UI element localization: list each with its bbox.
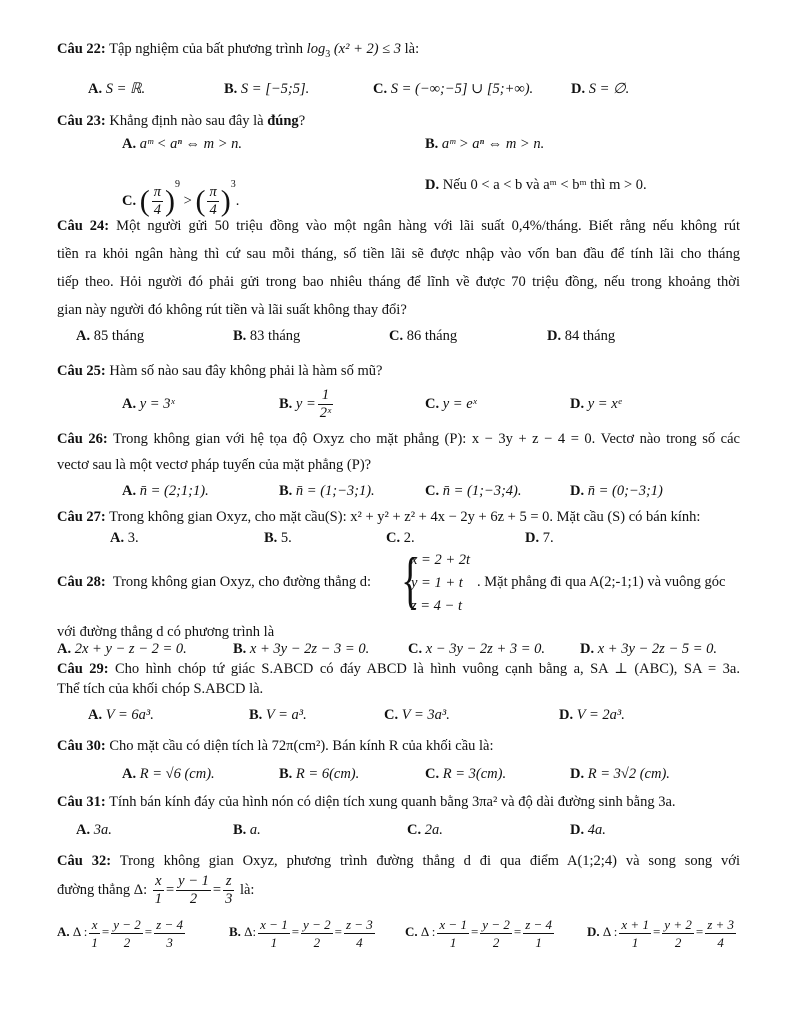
option-letter: C. (389, 328, 404, 344)
system-brace: { (401, 544, 420, 615)
fraction: $\frac{y + 2}{2}$ (664, 916, 692, 950)
option-letter: A. (110, 530, 125, 546)
option-c[interactable] (384, 706, 450, 724)
question-line: Một người gửi 50 triệu đồng vào một ngân hàng với lãi suất 0,4%/tháng. Biết rằng nếu không rút (116, 218, 740, 234)
question-22 (57, 40, 419, 64)
option-b[interactable] (279, 765, 359, 783)
option-letter: C. (425, 766, 440, 782)
option-a[interactable] (122, 482, 209, 500)
question-label: Câu 26: (57, 431, 108, 447)
question-text: Trong không gian Oxyz, cho đường thẳng d: (112, 574, 372, 590)
question-25 (57, 362, 382, 380)
option-text: 4a. (587, 822, 606, 838)
option-text: n̄ = (2;1;1). (139, 483, 209, 499)
option-letter: B. (229, 924, 241, 939)
option-text: R = √6 (cm). (139, 766, 215, 782)
fraction: $\frac{y - 1}{2}$ (178, 873, 209, 908)
question-label: Câu 31: (57, 794, 106, 810)
question-23 (57, 112, 305, 130)
fraction: $\frac{x - 1}{1}$ (439, 916, 467, 950)
option-text: 2x + y − z − 2 = 0. (74, 641, 187, 657)
system-line: z = 4 − t (411, 598, 462, 614)
option-text: R = 3(cm). (442, 766, 507, 782)
question-27 (57, 508, 700, 526)
question-line: gian này người đó không rút tiền và lãi suất không thay đổi? (57, 302, 407, 318)
log-symbol: log (306, 41, 326, 57)
option-a[interactable] (88, 706, 154, 724)
fraction: $\frac{1}{\text{2ˣ}}$ (319, 387, 332, 422)
question-line: vectơ sau là một vectơ pháp tuyến của mặt phẳng (P)? (57, 457, 372, 473)
option-a[interactable] (76, 327, 144, 345)
option-b[interactable] (233, 640, 369, 658)
option-text: 3. (127, 530, 139, 546)
option-text: S = (−∞;−5] ∪ [5;+∞). (390, 81, 534, 97)
option-letter: B. (279, 396, 293, 412)
fraction: $\frac{x + 1}{1}$ (621, 916, 649, 950)
question-line: với đường thẳng d có phương trình là (57, 624, 275, 640)
question-26 (57, 430, 740, 448)
question-29 (57, 660, 740, 678)
option-text: 86 tháng (406, 328, 458, 344)
option-b[interactable] (279, 482, 375, 500)
option-b[interactable] (264, 529, 292, 547)
option-letter: A. (88, 707, 103, 723)
option-text: 2a. (424, 822, 443, 838)
option-b[interactable] (233, 821, 261, 839)
option-text: x + 3y − 2z − 5 = 0. (597, 641, 718, 657)
option-letter: B. (264, 530, 278, 546)
fraction: $\frac{\pi}{4}$ (153, 184, 161, 219)
fraction: $\frac{x}{1}$ (154, 873, 162, 908)
question-label: Câu 30: (57, 738, 106, 754)
question-24 (57, 217, 740, 235)
question-32 (57, 852, 740, 870)
option-d[interactable] (425, 176, 647, 194)
option-d[interactable] (547, 327, 615, 345)
option-text: 5. (280, 530, 292, 546)
option-letter: C. (122, 193, 137, 209)
question-text: Trong không gian Oxyz, cho mặt cầu(S): x² + y² + z² + 4x − 2y + 6z + 5 = 0. Mặt cầu (S) có bán kính: (109, 509, 701, 525)
option-a[interactable] (122, 765, 215, 783)
system-line: y = 1 + t (411, 575, 463, 591)
option-letter: B. (279, 483, 293, 499)
option-text: y = 3ˣ (139, 396, 175, 412)
option-a[interactable]: A. Δ : $\frac{x}{1}$ = $\frac{y - 2}{2}$ = $\frac{z - 4}{3}$ (57, 916, 183, 950)
option-letter: C. (386, 530, 401, 546)
option-d[interactable] (571, 80, 629, 98)
option-a[interactable] (122, 135, 242, 153)
option-d[interactable]: D. Δ : $\frac{x + 1}{1}$ = $\frac{y + 2}{2}$ = $\frac{z + 3}{4}$ (587, 916, 735, 950)
question-line: Thể tích của khối chóp S.ABCD là. (57, 681, 264, 697)
option-text: 7. (542, 530, 554, 546)
option-c[interactable] (425, 482, 522, 500)
option-c[interactable] (407, 821, 443, 839)
option-letter: B. (233, 328, 247, 344)
fraction: $\frac{z - 4}{3}$ (156, 916, 183, 950)
option-letter: A. (76, 328, 91, 344)
question-label: Câu 32: (57, 853, 112, 869)
option-text: y = xᵉ (587, 396, 622, 412)
question-tail: . Mặt phẳng đi qua A(2;-1;1) và vuông góc (477, 574, 726, 590)
question-tail: ? (298, 113, 306, 129)
option-letter: C. (373, 81, 388, 97)
question-line: Trong không gian với hệ tọa độ Oxyz cho mặt phẳng (P): x − 3y + z − 4 = 0. Vectơ nào trong số các (112, 431, 740, 447)
option-text: aᵐ > aⁿ ⇔ m > n. (441, 136, 545, 152)
option-letter: A. (122, 396, 137, 412)
option-text: V = 6a³. (105, 707, 154, 723)
option-text: 84 tháng (564, 328, 616, 344)
question-label: Câu 29: (57, 661, 109, 677)
option-letter: C. (425, 396, 440, 412)
fraction: $\frac{x - 1}{1}$ (260, 916, 288, 950)
option-letter: A. (122, 136, 137, 152)
option-text: V = 2a³. (576, 707, 625, 723)
option-b[interactable] (249, 706, 307, 724)
option-letter: C. (407, 822, 422, 838)
fraction: $\frac{z - 4}{1}$ (525, 916, 553, 950)
fraction: $\frac{y - 2}{2}$ (303, 916, 331, 950)
question-30 (57, 737, 494, 755)
question-28 (57, 573, 371, 591)
fraction: $\frac{x}{1}$ (91, 916, 98, 950)
question-line: tiếp theo. Hỏi người đó phải gửi trong bao nhiêu tháng để lĩnh về được 70 triệu đồng, nếu trong khoảng thời (57, 274, 740, 290)
option-text: V = a³. (265, 707, 307, 723)
option-a[interactable] (110, 529, 139, 547)
fraction: $\frac{y - 2}{2}$ (482, 916, 510, 950)
option-d[interactable] (570, 821, 606, 839)
question-text: Khẳng định nào sau đây là (109, 113, 264, 129)
log-argument: (x² + 2) ≤ 3 (333, 41, 402, 57)
option-text: V = 3a³. (401, 707, 450, 723)
question-text: Hàm số nào sau đây không phải là hàm số mũ? (109, 363, 383, 379)
option-letter: D. (570, 483, 585, 499)
option-letter: B. (224, 81, 238, 97)
option-c[interactable] (373, 80, 533, 98)
question-text: Tập nghiệm của bất phương trình (109, 41, 304, 57)
option-letter: D. (525, 530, 540, 546)
option-text: 83 tháng (249, 328, 301, 344)
option-text: Nếu 0 < a < b và aᵐ < bᵐ thì m > 0. (442, 177, 647, 193)
question-label: Câu 27: (57, 509, 106, 525)
fraction: $\frac{z}{3}$ (225, 873, 233, 908)
option-b[interactable] (233, 327, 300, 345)
system-line: x = 2 + 2t (411, 552, 471, 568)
log-base: 3 (325, 48, 331, 60)
option-c[interactable] (408, 640, 545, 658)
question-line: Cho hình chóp tứ giác S.ABCD có đáy ABCD là hình vuông cạnh bằng a, SA ⊥ (ABC), SA = 3a. (115, 661, 740, 677)
question-text: Cho mặt cầu có diện tích là 72π(cm²). Bán kính R của khối cầu là: (109, 738, 494, 754)
option-c[interactable] (425, 765, 506, 783)
fraction: $\frac{z + 3}{4}$ (707, 916, 735, 950)
option-letter: A. (57, 641, 72, 657)
option-c[interactable] (425, 395, 477, 413)
question-label: Câu 24: (57, 218, 110, 234)
option-letter: A. (122, 483, 137, 499)
option-letter: B. (249, 707, 263, 723)
option-b[interactable] (224, 80, 309, 98)
question-tail: là: (404, 41, 420, 57)
option-text: S = [−5;5]. (240, 81, 310, 97)
option-a[interactable] (122, 395, 175, 413)
question-line: tiền ra khỏi ngân hàng thì cứ sau mỗi tháng, số tiền lãi sẽ được nhập vào vốn ban đầu để tính lãi cho tháng (57, 246, 740, 262)
option-text: R = 3√2 (cm). (587, 766, 670, 782)
option-text: S = ℝ. (105, 81, 146, 97)
option-c[interactable]: C. Δ : $\frac{x - 1}{1}$ = $\frac{y - 2}{2}$ = $\frac{z - 4}{1}$ (405, 916, 553, 950)
option-letter: B. (233, 822, 247, 838)
option-d[interactable] (570, 482, 663, 500)
option-a[interactable] (57, 640, 187, 658)
option-d[interactable] (570, 395, 621, 413)
option-text: x − 3y − 2z + 3 = 0. (425, 641, 546, 657)
option-d[interactable] (580, 640, 717, 658)
option-a[interactable] (88, 80, 145, 98)
option-letter: D. (425, 177, 440, 193)
question-line: Trong không gian Oxyz, phương trình đường thẳng d đi qua điểm A(1;2;4) và song song với (119, 853, 740, 869)
option-letter: D. (570, 766, 585, 782)
question-label: Câu 25: (57, 363, 106, 379)
option-text: S = ∅. (588, 81, 630, 97)
option-letter: A. (122, 766, 137, 782)
option-letter: C. (405, 924, 418, 939)
option-letter: D. (580, 641, 595, 657)
option-c[interactable] (389, 327, 457, 345)
option-letter: D. (559, 707, 574, 723)
option-text: 3a. (93, 822, 112, 838)
question-text: Tính bán kính đáy của hình nón có diện tích xung quanh bằng 3πa² và độ dài đường sinh bằng 3a. (109, 794, 676, 810)
option-text: n̄ = (0;−3;1) (587, 483, 663, 499)
option-text: x + 3y − 2z − 3 = 0. (249, 641, 370, 657)
option-letter: D. (570, 822, 585, 838)
fraction: $\frac{\pi}{4}$ (209, 184, 217, 219)
option-text: n̄ = (1;−3;4). (442, 483, 522, 499)
option-d[interactable] (525, 529, 554, 547)
option-c[interactable]: C. ( $\frac{\pi}{4}$ )$^9$ > ( $\frac{\pi}{4}$ )$^3$. (122, 179, 240, 219)
option-letter: D. (587, 924, 600, 939)
question-31 (57, 793, 676, 811)
option-d[interactable] (559, 706, 625, 724)
option-letter: A. (57, 924, 70, 939)
option-text: n̄ = (1;−3;1). (295, 483, 375, 499)
option-text: aᵐ < aⁿ ⇔ m > n. (139, 136, 243, 152)
option-text: a. (249, 822, 261, 838)
question-label: Câu 23: (57, 113, 106, 129)
option-d[interactable] (570, 765, 670, 783)
option-letter: B. (279, 766, 293, 782)
question-label: Câu 28: (57, 574, 106, 590)
option-letter: B. (425, 136, 439, 152)
fraction: $\frac{y - 2}{2}$ (113, 916, 141, 950)
question-line: đường thẳng Δ: $\frac{x}{1}$ = $\frac{y - 1}{2}$ = $\frac{z}{3}$ là: (57, 873, 255, 908)
option-text: 2. (403, 530, 415, 546)
option-letter: A. (88, 81, 103, 97)
question-label: Câu 22: (57, 41, 106, 57)
option-text: R = 6(cm). (295, 766, 360, 782)
option-letter: A. (76, 822, 91, 838)
option-text: y = eˣ (442, 396, 477, 412)
fraction: $\frac{z - 3}{4}$ (345, 916, 373, 950)
bold-word: đúng (267, 113, 299, 129)
option-b[interactable]: B. Δ: $\frac{x - 1}{1}$ = $\frac{y - 2}{2}$ = $\frac{z - 3}{4}$ (229, 916, 373, 950)
option-letter: D. (571, 81, 586, 97)
option-letter: D. (547, 328, 562, 344)
option-letter: D. (570, 396, 585, 412)
option-text: 85 tháng (93, 328, 145, 344)
option-letter: B. (233, 641, 247, 657)
option-a[interactable] (76, 821, 112, 839)
option-letter: C. (425, 483, 440, 499)
option-b[interactable] (425, 135, 544, 153)
option-letter: C. (384, 707, 399, 723)
option-letter: C. (408, 641, 423, 657)
option-b[interactable]: B. y = $\frac{1}{\text{2ˣ}}$ (279, 387, 332, 422)
